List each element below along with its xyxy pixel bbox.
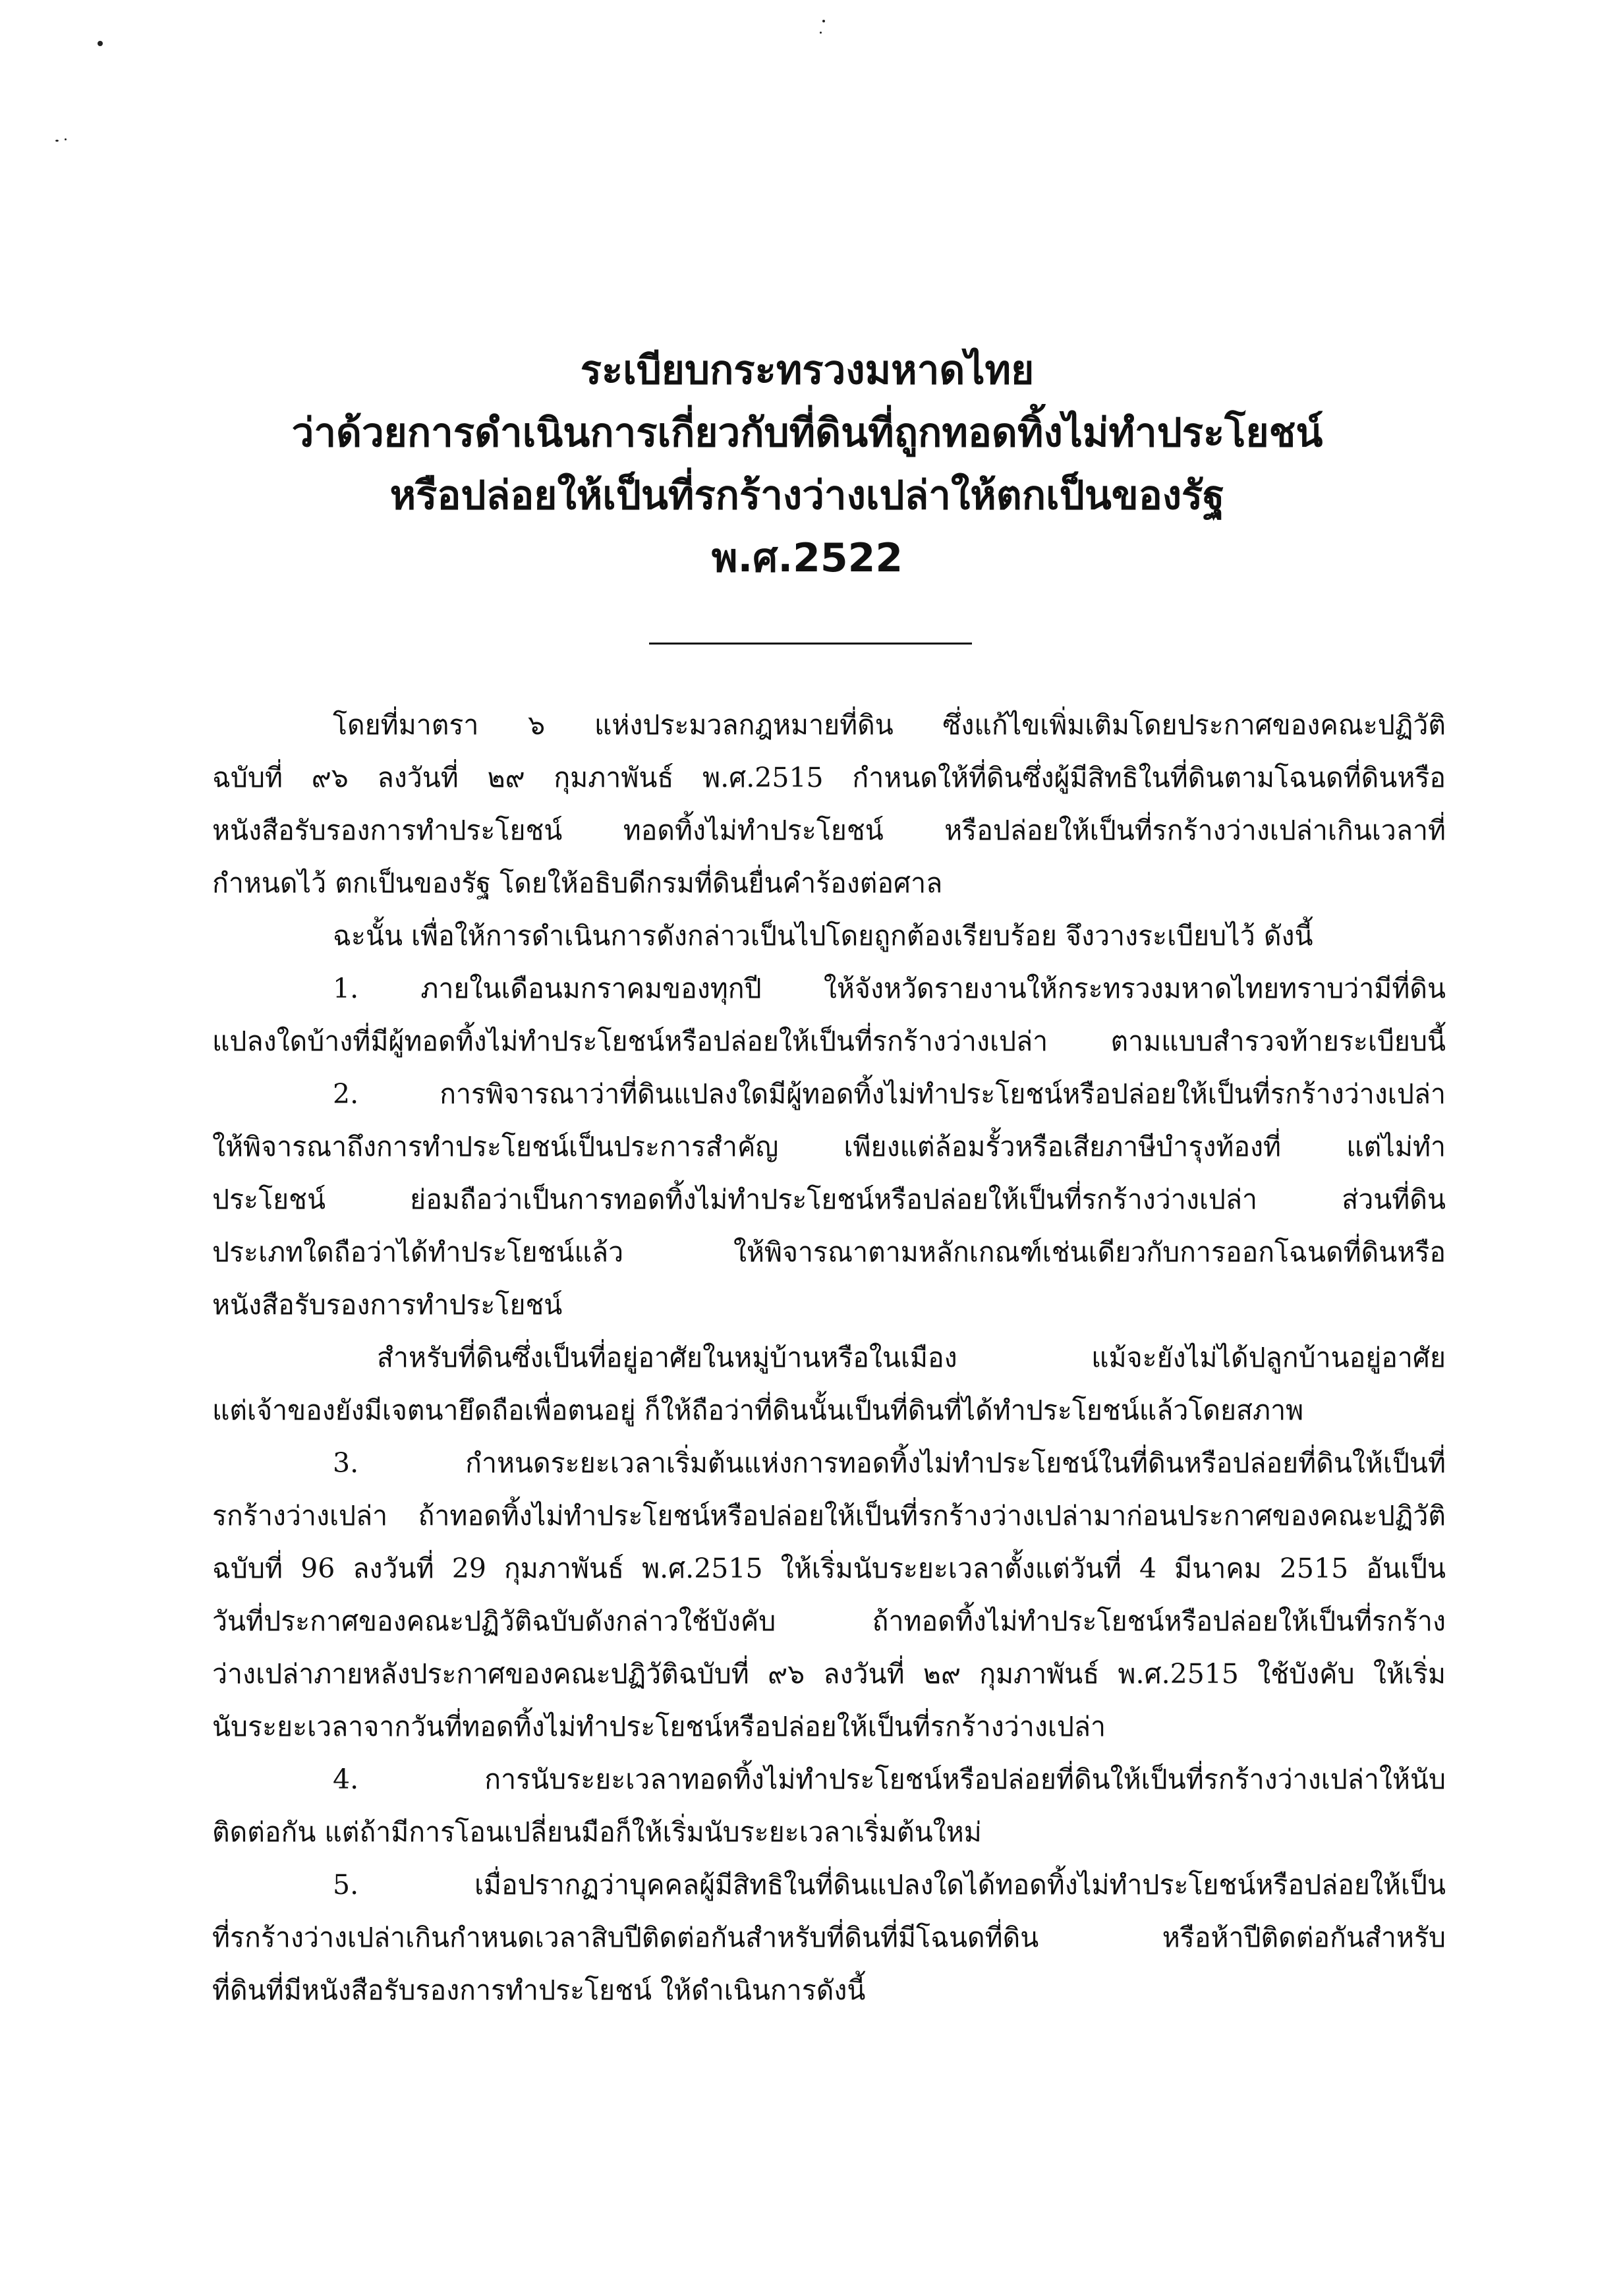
scan-speck	[55, 140, 59, 142]
body-line: ที่ดินที่มีหนังสือรับรองการทำประโยชน์ ให้ดำเนินการดังนี้	[212, 1974, 866, 2006]
body-line: นับระยะเวลาจากวันที่ทอดทิ้งไม่ทำประโยชน์หรือปล่อยให้เป็นที่รกร้างว่างเปล่า	[212, 1711, 1106, 1742]
scan-speck	[98, 41, 103, 46]
body-line: ฉะนั้น เพื่อให้การดำเนินการดังกล่าวเป็นไปโดยถูกต้องเรียบร้อย จึงวางระเบียบไว้ ดังนี้	[333, 920, 1313, 952]
body-line: สำหรับที่ดินซึ่งเป็นที่อยู่อาศัยในหมู่บ้านหรือในเมือง แม้จะยังไม่ได้ปลูกบ้านอยู่อาศัย	[377, 1342, 1446, 1373]
body-line: 5. เมื่อปรากฏว่าบุคคลผู้มีสิทธิในที่ดินแปลงใดได้ทอดทิ้งไม่ทำประโยชน์หรือปล่อยให้เป็น	[333, 1869, 1446, 1901]
body-line: หนังสือรับรองการทำประโยชน์ ทอดทิ้งไม่ทำประโยชน์ หรือปล่อยให้เป็นที่รกร้างว่างเปล่าเกินเวลาที่	[212, 815, 1446, 846]
body-line: 3. กำหนดระยะเวลาเริ่มต้นแห่งการทอดทิ้งไม่ทำประโยชน์ในที่ดินหรือปล่อยที่ดินให้เป็นที่	[333, 1447, 1446, 1479]
body-line: วันที่ประกาศของคณะปฏิวัติฉบับดังกล่าวใช้บังคับ ถ้าทอดทิ้งไม่ทำประโยชน์หรือปล่อยให้เป็นที่รกร้าง	[212, 1605, 1446, 1637]
body-line: กำหนดไว้ ตกเป็นของรัฐ โดยให้อธิบดีกรมที่ดินยื่นคำร้องต่อศาล	[212, 867, 943, 899]
body-line: 1. ภายในเดือนมกราคมของทุกปี ให้จังหวัดรายงานให้กระทรวงมหาดไทยทราบว่ามีที่ดิน	[333, 973, 1446, 1004]
document-title	[198, 339, 1417, 590]
title-line-2: ว่าด้วยการดำเนินการเกี่ยวกับที่ดินที่ถูกทอดทิ้งไม่ทำประโยชน์	[291, 410, 1323, 456]
body-line: รกร้างว่างเปล่า ถ้าทอดทิ้งไม่ทำประโยชน์หรือปล่อยให้เป็นที่รกร้างว่างเปล่ามาก่อนประกาศของคณะปฏิวัติ	[212, 1500, 1446, 1532]
title-line-1: ระเบียบกระทรวงมหาดไทย	[580, 347, 1035, 393]
scan-speck	[820, 32, 822, 34]
body-line: แปลงใดบ้างที่มีผู้ทอดทิ้งไม่ทำประโยชน์หรือปล่อยให้เป็นที่รกร้างว่างเปล่า ตามแบบสำรวจท้ายระเบียบนี้	[212, 1025, 1446, 1057]
scan-speck	[65, 138, 67, 140]
title-divider	[649, 643, 972, 645]
title-year: พ.ศ.2522	[711, 535, 903, 581]
body-line: โดยที่มาตรา ๖ แห่งประมวลกฎหมายที่ดิน ซึ่งแก้ไขเพิ่มเติมโดยประกาศของคณะปฏิวัติ	[333, 709, 1446, 741]
body-line: ประเภทใดถือว่าได้ทำประโยชน์แล้ว ให้พิจารณาตามหลักเกณฑ์เช่นเดียวกับการออกโฉนดที่ดินหรือ	[212, 1236, 1446, 1268]
body-line: หนังสือรับรองการทำประโยชน์	[212, 1289, 563, 1321]
body-line: ให้พิจารณาถึงการทำประโยชน์เป็นประการสำคัญ เพียงแต่ล้อมรั้วหรือเสียภาษีบำรุงท้องที่ แต่ไม่ทำ	[212, 1131, 1446, 1162]
body-line: แต่เจ้าของยังมีเจตนายึดถือเพื่อตนอยู่ ก็ให้ถือว่าที่ดินนั้นเป็นที่ดินที่ได้ทำประโยชน์แล้วโดยสภาพ	[212, 1394, 1304, 1426]
body-line: ติดต่อกัน แต่ถ้ามีการโอนเปลี่ยนมือก็ให้เริ่มนับระยะเวลาเริ่มต้นใหม่	[212, 1816, 982, 1848]
body-line: ฉบับที่ ๙๖ ลงวันที่ ๒๙ กุมภาพันธ์ พ.ศ.2515 กำหนดให้ที่ดินซึ่งผู้มีสิทธิในที่ดินตามโฉนดที่ดินหรือ	[212, 762, 1446, 793]
body-line: ประโยชน์ ย่อมถือว่าเป็นการทอดทิ้งไม่ทำประโยชน์หรือปล่อยให้เป็นที่รกร้างว่างเปล่า ส่วนที่ดิน	[212, 1184, 1446, 1215]
body-line: ที่รกร้างว่างเปล่าเกินกำหนดเวลาสิบปีติดต่อกันสำหรับที่ดินที่มีโฉนดที่ดิน หรือห้าปีติดต่อกันสำหรับ	[212, 1922, 1446, 1953]
scan-speck	[822, 20, 825, 22]
body-line: 4. การนับระยะเวลาทอดทิ้งไม่ทำประโยชน์หรือปล่อยที่ดินให้เป็นที่รกร้างว่างเปล่าให้นับ	[333, 1764, 1446, 1795]
body-line: 2. การพิจารณาว่าที่ดินแปลงใดมีผู้ทอดทิ้งไม่ทำประโยชน์หรือปล่อยให้เป็นที่รกร้างว่างเปล่า	[333, 1078, 1446, 1110]
title-line-3: หรือปล่อยให้เป็นที่รกร้างว่างเปล่าให้ตกเป็นของรัฐ	[389, 473, 1225, 519]
body-line: ว่างเปล่าภายหลังประกาศของคณะปฏิวัติฉบับที่ ๙๖ ลงวันที่ ๒๙ กุมภาพันธ์ พ.ศ.2515 ใช้บังคับ ให้เริ่ม	[212, 1658, 1446, 1690]
body-line: ฉบับที่ 96 ลงวันที่ 29 กุมภาพันธ์ พ.ศ.2515 ให้เริ่มนับระยะเวลาตั้งแต่วันที่ 4 มีนาคม 2515 อันเป็น	[212, 1553, 1446, 1584]
